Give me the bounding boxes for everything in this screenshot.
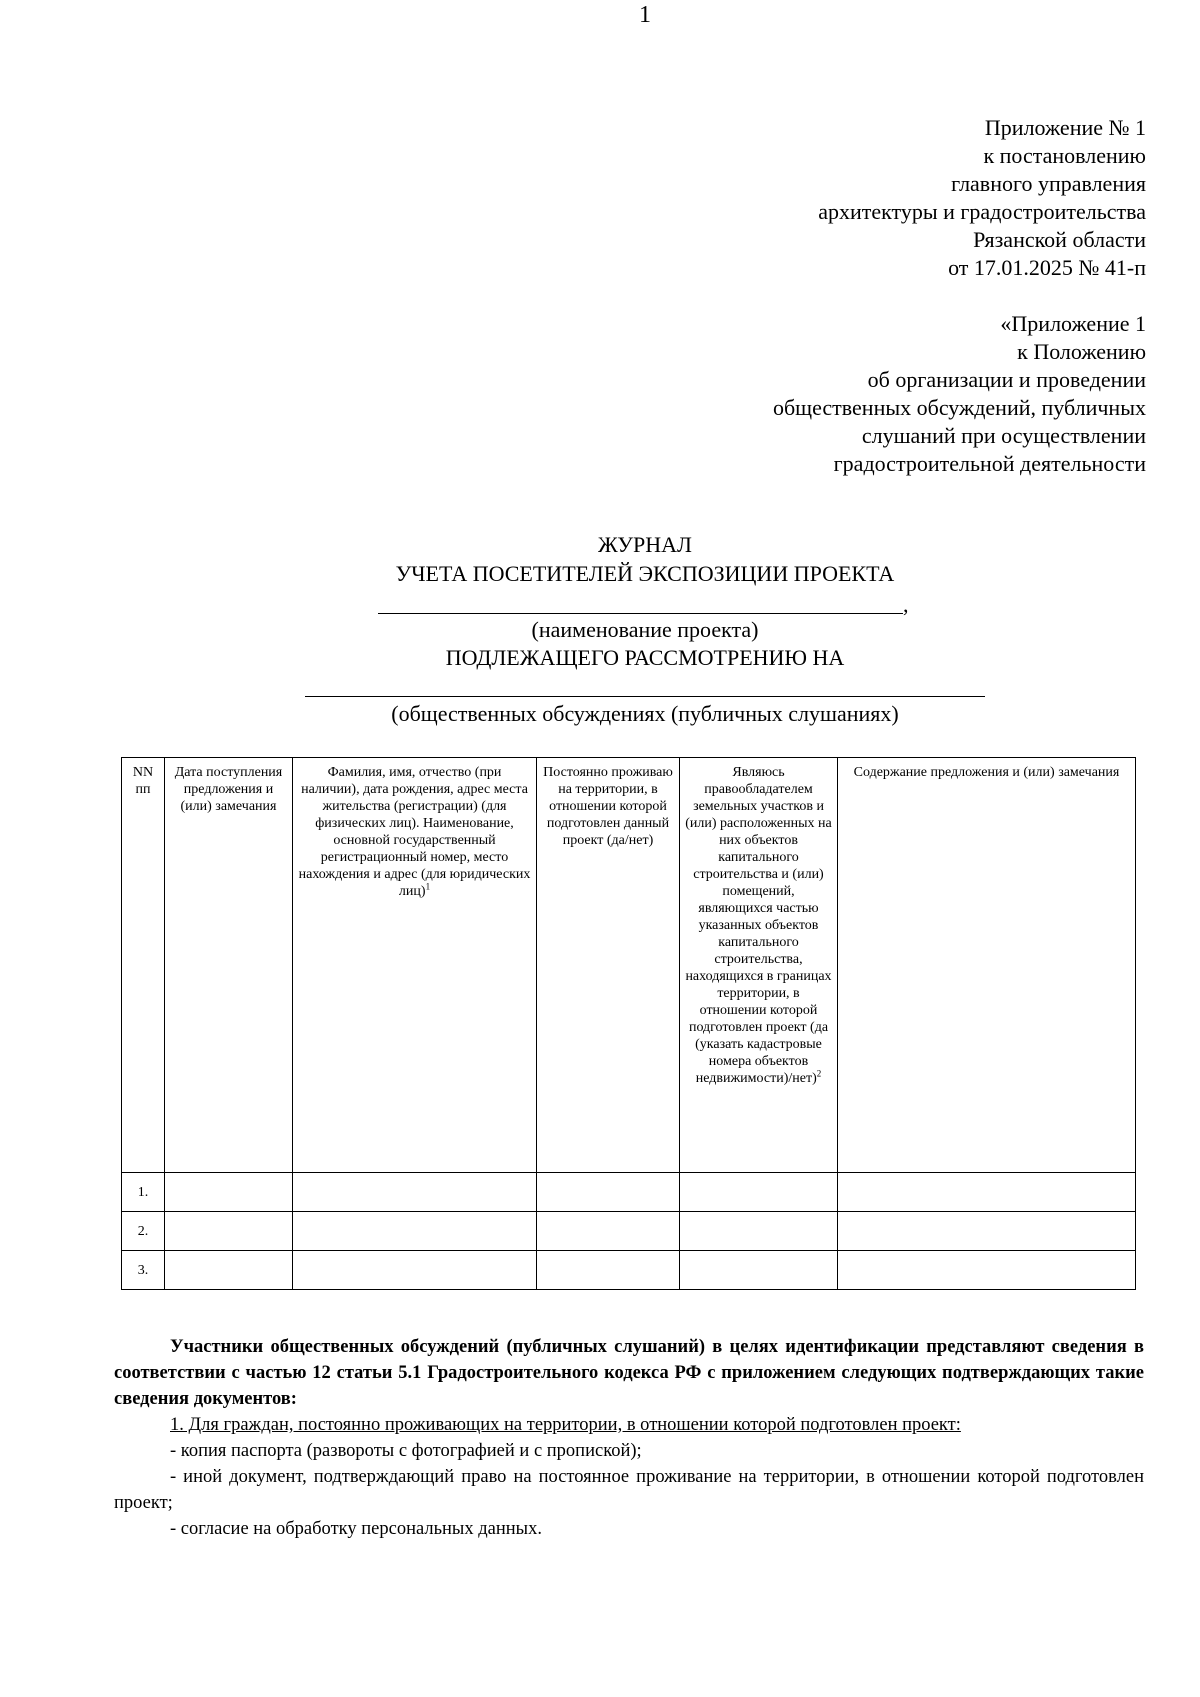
row-number: 2. xyxy=(122,1212,165,1251)
table-cell[interactable] xyxy=(838,1251,1136,1290)
table-header-row xyxy=(122,758,1136,1173)
table-cell[interactable] xyxy=(165,1173,293,1212)
table-cell[interactable] xyxy=(165,1212,293,1251)
table-cell[interactable] xyxy=(293,1251,537,1290)
table-cell[interactable] xyxy=(680,1251,838,1290)
project-caption: (наименование проекта) xyxy=(531,617,759,642)
footnote-mark: 2 xyxy=(816,1068,822,1079)
bullet-consent: - согласие на обработку персональных данных. xyxy=(170,1519,542,1539)
table-cell[interactable] xyxy=(537,1173,680,1212)
page-number: 1 xyxy=(639,2,651,28)
table-cell[interactable] xyxy=(537,1212,680,1251)
appendix-line: Рязанской области xyxy=(973,227,1146,252)
regulation-line: градостроительной деятельности xyxy=(833,451,1146,476)
project-name-line xyxy=(378,613,903,614)
table-cell[interactable] xyxy=(293,1212,537,1251)
regulation-line: к Положению xyxy=(1017,339,1146,364)
table-cell[interactable] xyxy=(680,1212,838,1251)
appendix-line: от 17.01.2025 № 41-п xyxy=(948,255,1146,280)
header-cell-identity: Фамилия, имя, отчество (при наличии), дата рождения, адрес места жительства (регистрации) (для физических лиц). Наименование, основной государственный регистрационный номер, место нахождения и адрес (для юридических лиц)$^1$ xyxy=(293,758,537,1173)
table-cell[interactable] xyxy=(537,1251,680,1290)
table-cell[interactable] xyxy=(838,1173,1136,1212)
appendix-block xyxy=(818,114,1146,282)
hearing-name-line xyxy=(305,696,985,697)
table-row xyxy=(122,1173,1136,1212)
journal-subtitle-2: ПОДЛЕЖАЩЕГО РАССМОТРЕНИЮ НА xyxy=(445,645,845,670)
regulation-line: об организации и проведении xyxy=(867,367,1146,392)
appendix-line: Приложение № 1 xyxy=(984,115,1146,140)
bullet-passport: - копия паспорта (развороты с фотографией и с пропиской); xyxy=(170,1441,642,1461)
visitors-table xyxy=(121,757,1136,1290)
table-cell[interactable] xyxy=(293,1173,537,1212)
header-cell-residence: Постоянно проживаю на территории, в отношении которой подготовлен данный проект (да/нет) xyxy=(537,758,680,1173)
header-cell-date: Дата поступления предложения и (или) замечания xyxy=(165,758,293,1173)
appendix-line: к постановлению xyxy=(983,143,1146,168)
row-number: 1. xyxy=(122,1173,165,1212)
participants-paragraph: Участники общественных обсуждений (публичных слушаний) в целях идентификации представляют сведения в соответствии с частью 12 статьи 5.1 Градостроительного кодекса РФ с приложением следующих подтверждающих такие сведения документов: xyxy=(114,1337,1144,1409)
table-cell[interactable] xyxy=(165,1251,293,1290)
journal-subtitle: УЧЕТА ПОСЕТИТЕЛЕЙ ЭКСПОЗИЦИИ ПРОЕКТА xyxy=(395,561,895,586)
row-number: 3. xyxy=(122,1251,165,1290)
table-cell[interactable] xyxy=(838,1212,1136,1251)
header-cell-number: NN пп xyxy=(122,758,165,1173)
footnote-mark: 1 xyxy=(425,881,431,892)
regulation-line: общественных обсуждений, публичных xyxy=(772,395,1146,420)
appendix-line: главного управления xyxy=(951,171,1146,196)
table-row xyxy=(122,1251,1136,1290)
journal-title: ЖУРНАЛ xyxy=(598,532,692,557)
body-text xyxy=(114,1334,1144,1542)
header-cell-ownership: Являюсь правообладателем земельных участков и (или) расположенных на них объектов капитального строительства и (или) помещений, являющихся частью указанных объектов капитального строительства, находящихся в границах территории, в отношении которой подготовлен проект (да (указать кадастровые номера объектов недвижимости)/нет)$^2$ xyxy=(680,758,838,1173)
hearing-caption: (общественных обсуждениях (публичных слушаниях) xyxy=(391,701,899,726)
regulation-line: «Приложение 1 xyxy=(1000,311,1146,336)
regulation-line: слушаний при осуществлении xyxy=(861,423,1146,448)
table-cell[interactable] xyxy=(680,1173,838,1212)
regulation-appendix-block xyxy=(773,310,1146,478)
item-1: 1. Для граждан, постоянно проживающих на территории, в отношении которой подготовлен проект: xyxy=(170,1415,961,1435)
bullet-residence-document: - иной документ, подтверждающий право на постоянное проживание на территории, в отношении которой подготовлен проект; xyxy=(114,1467,1144,1513)
appendix-line: архитектуры и градостроительства xyxy=(818,199,1146,224)
header-cell-content: Содержание предложения и (или) замечания xyxy=(838,758,1136,1173)
table-row xyxy=(122,1212,1136,1251)
comma: , xyxy=(903,592,909,617)
